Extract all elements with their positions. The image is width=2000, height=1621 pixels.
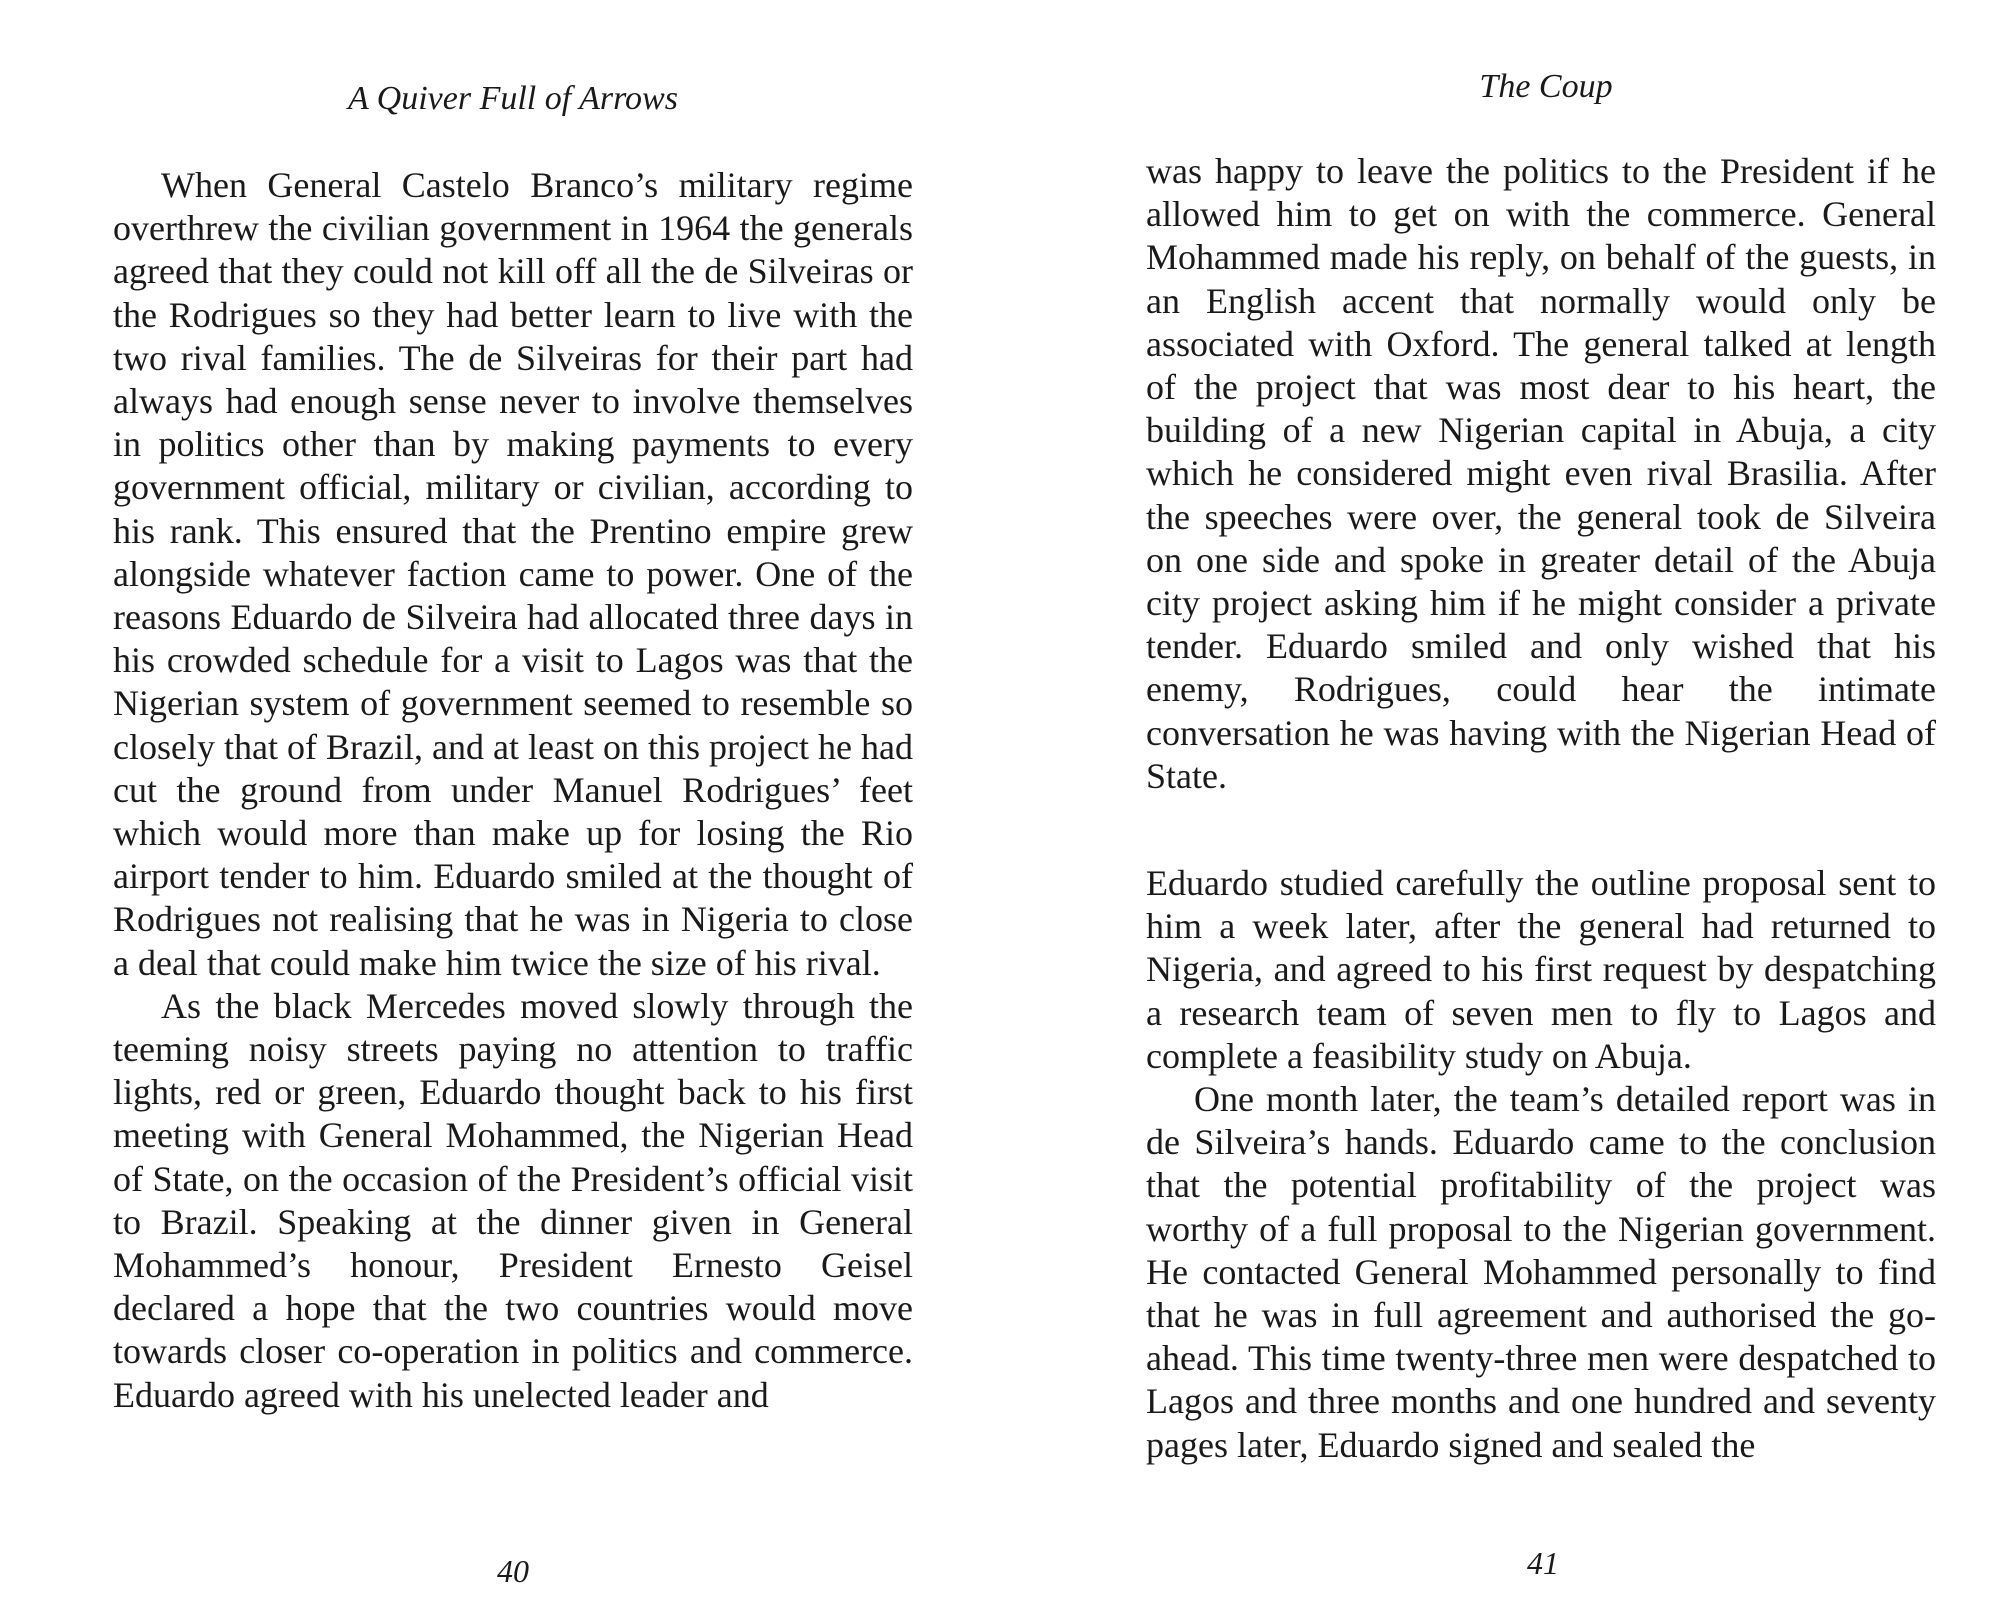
running-head-left: A Quiver Full of Arrows: [348, 80, 678, 117]
paragraph: One month later, the team’s detailed report was in de Silveira’s hands. Eduardo came to the conclusion that the potential profitability of the project was worthy of a full proposal to the Nigerian government. He contacted General Mohammed personally to find that he was in full agreement and authorised the go-ahead. This time twenty-three men were despatched to Lagos and three months and one hundred and seventy pages later, Eduardo signed and sealed the: [1146, 1079, 1936, 1465]
body-text-left: [113, 164, 913, 1417]
section-break: [1146, 798, 1936, 862]
paragraph: As the black Mercedes moved slowly through the teeming noisy streets paying no attention to traffic lights, red or green, Eduardo thought back to his first meeting with General Mohammed, the Nigerian Head of State, on the occasion of the President’s official visit to Brazil. Speaking at the dinner given in General Mohammed’s honour, President Ernesto Geisel declared a hope that the two countries would move towards closer co-operation in politics and commerce. Eduardo agreed with his unelected leader and: [113, 985, 913, 1415]
body-text-right: [1146, 150, 1936, 1467]
paragraph: When General Castelo Branco’s military regime overthrew the civilian government in 1964 the generals agreed that they could not kill off all the de Silveiras or the Rodrigues so they had better learn to live with the two rival families. The de Silveiras for their part had always had enough sense never to involve themselves in politics other than by making payments to every government official, military or civilian, according to his rank. This ensured that the Prentino empire grew alongside whatever faction came to power. One of the reasons Eduardo de Silveira had allocated three days in his crowded schedule for a visit to Lagos was that the Nigerian system of government seemed to resemble so closely that of Brazil, and at least on this project he had cut the ground from under Manuel Rodrigues’ feet which would more than make up for losing the Rio airport tender to him. Eduardo smiled at the thought of Rodrigues not realising that he was in Nigeria to close a deal that could make him twice the size of his rival.: [113, 165, 913, 983]
running-head-right: The Coup: [1479, 68, 1613, 105]
right-page: [1000, 0, 2000, 1621]
paragraph: Eduardo studied carefully the outline proposal sent to him a week later, after the general had returned to Nigeria, and agreed to his first request by despatching a research team of seven men to fly to Lagos and complete a feasibility study on Abuja.: [1146, 863, 1936, 1076]
page-number-left: 40: [497, 1553, 529, 1589]
page-number-right: 41: [1527, 1545, 1559, 1581]
paragraph: was happy to leave the politics to the President if he allowed him to get on with the commerce. General Mohammed made his reply, on behalf of the guests, in an English accent that normally would only be associated with Oxford. The general talked at length of the project that was most dear to his heart, the building of a new Nigerian capital in Abuja, a city which he considered might even rival Brasilia. After the speeches were over, the general took de Silveira on one side and spoke in greater detail of the Abuja city project asking him if he might consider a private tender. Eduardo smiled and only wished that his enemy, Rodrigues, could hear the intimate conversation he was having with the Nigerian Head of State.: [1146, 151, 1936, 796]
